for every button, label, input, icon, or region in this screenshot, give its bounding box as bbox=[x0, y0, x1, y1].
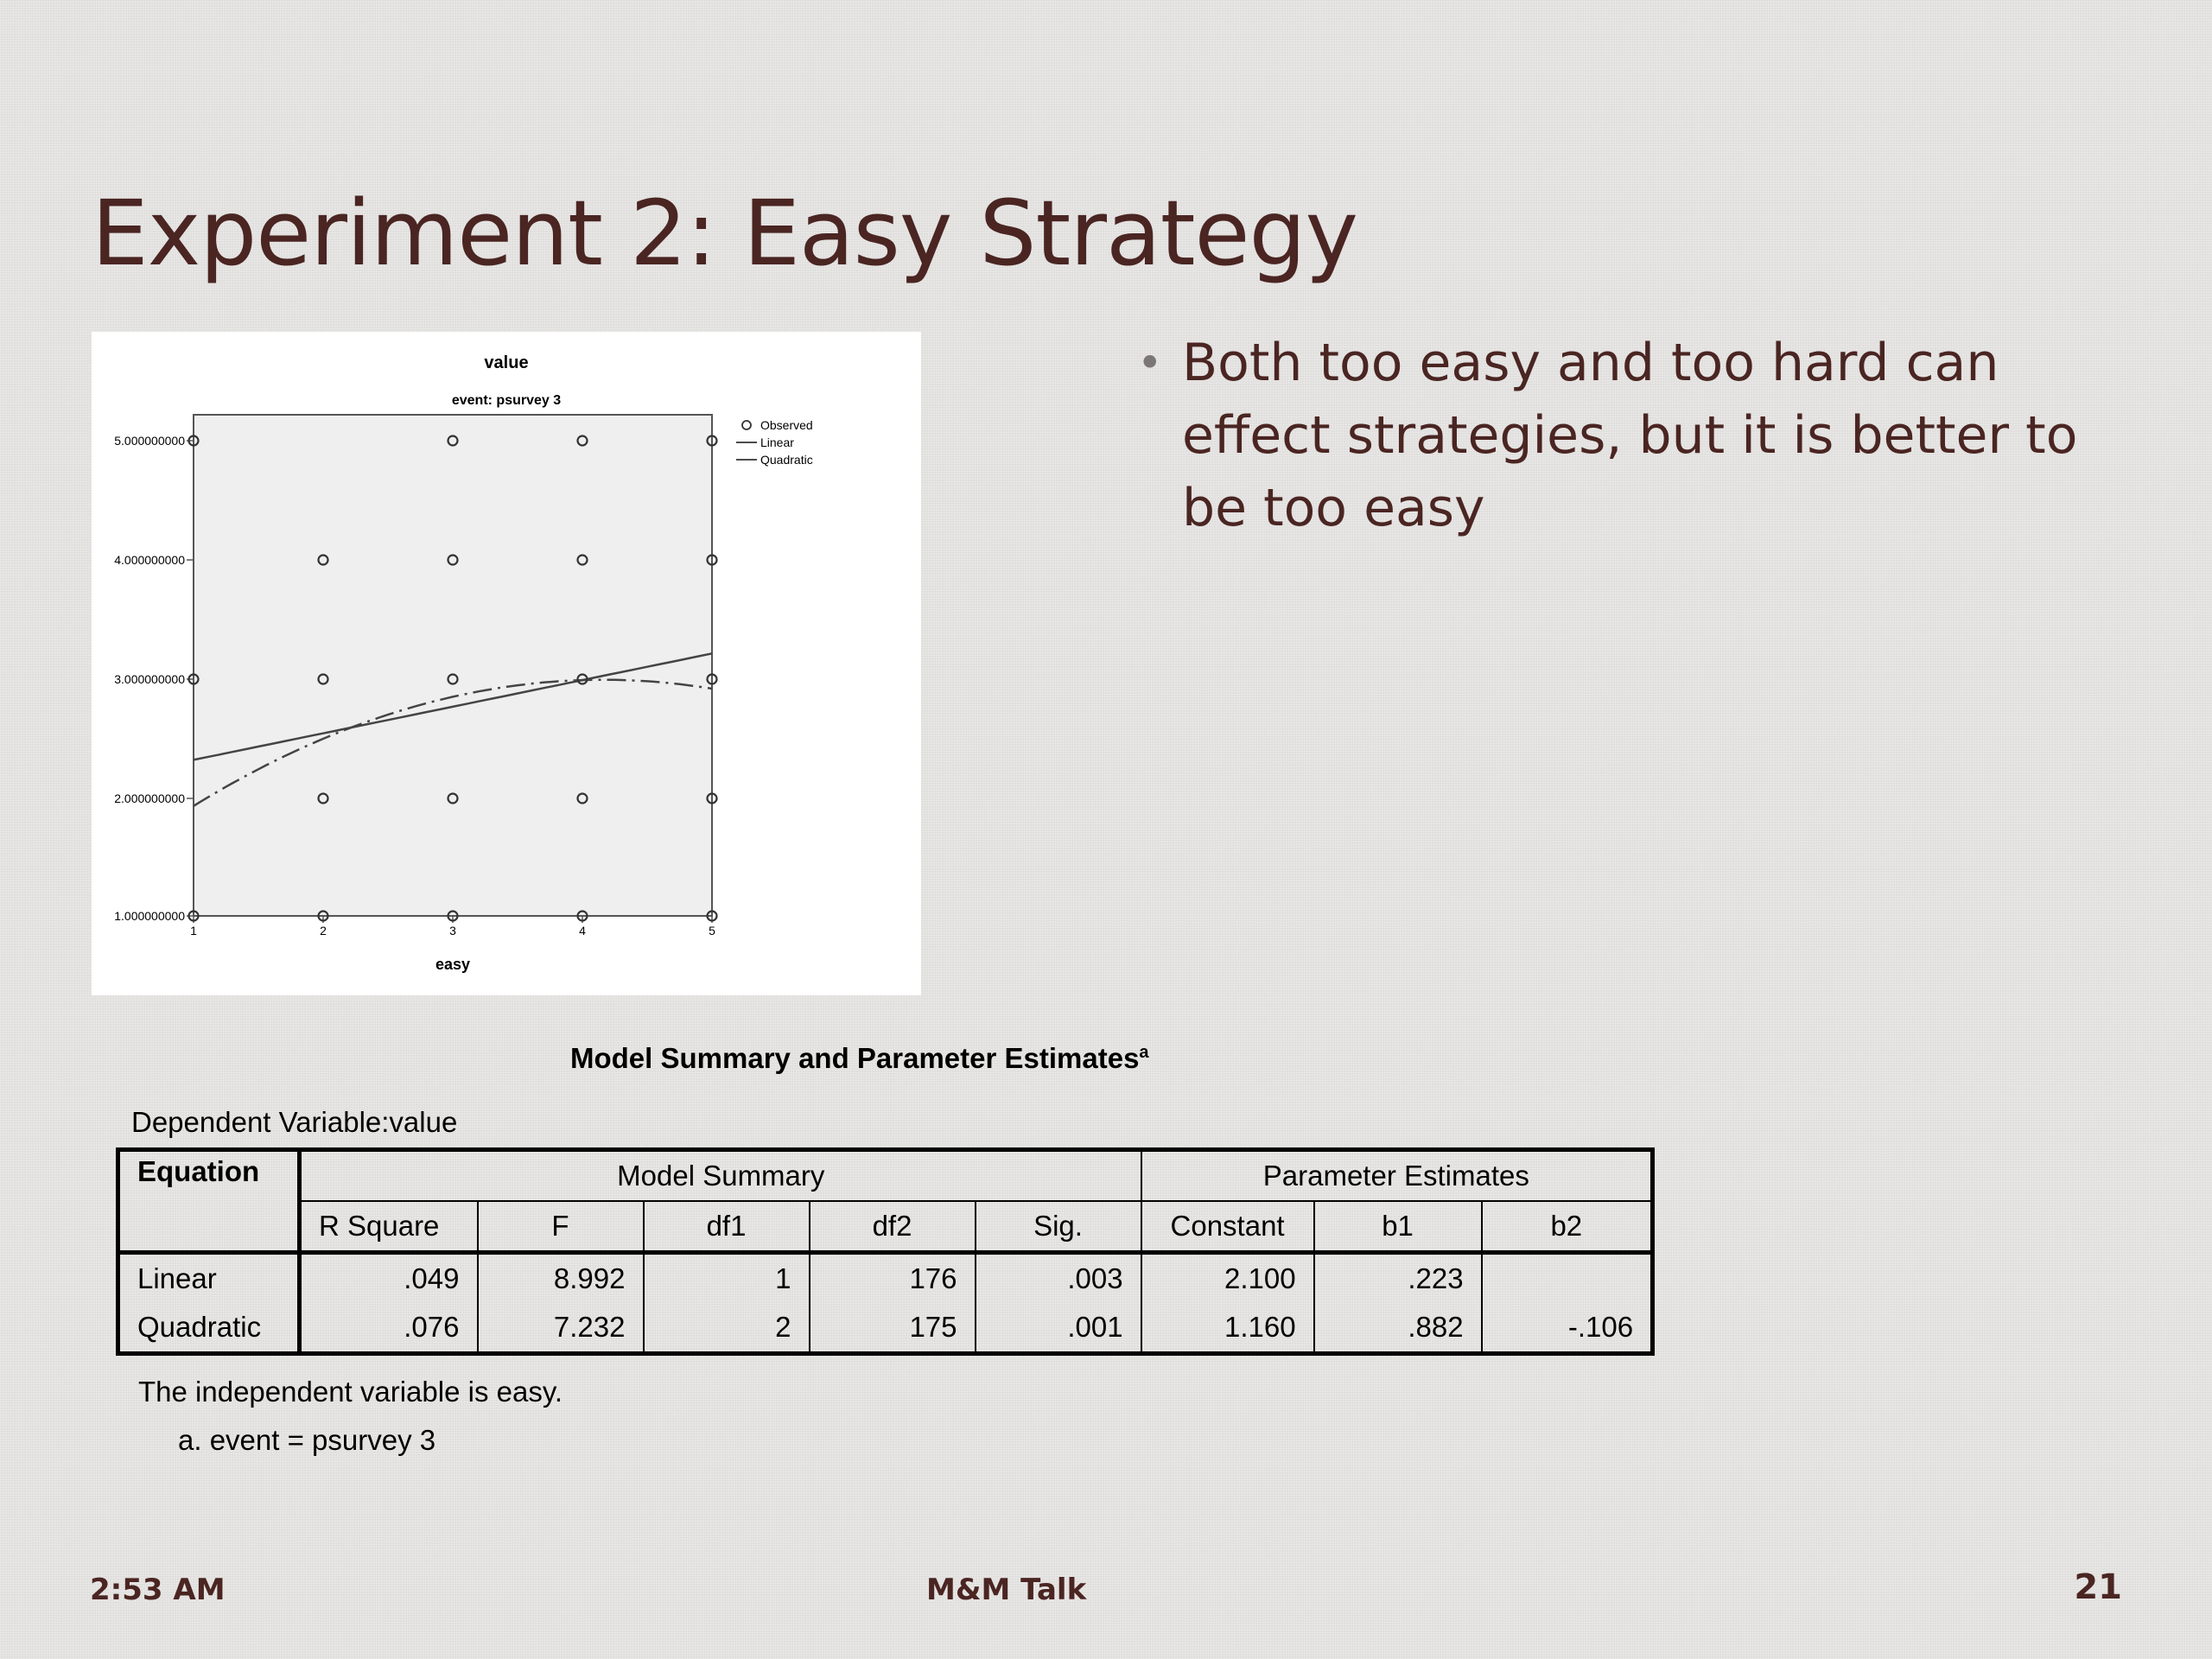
legend-observed-marker bbox=[742, 421, 751, 429]
row-label: Quadratic bbox=[118, 1303, 300, 1354]
plot-area bbox=[194, 415, 712, 916]
footnote-independent-variable: The independent variable is easy. bbox=[138, 1376, 563, 1408]
table-cell: 7.232 bbox=[478, 1303, 644, 1354]
x-tick-label: 4 bbox=[579, 924, 586, 938]
legend-quadratic-label: Quadratic bbox=[760, 453, 813, 467]
table-cell: -.106 bbox=[1482, 1303, 1653, 1354]
table-cell: 2 bbox=[644, 1303, 810, 1354]
x-tick-label: 1 bbox=[190, 924, 197, 938]
table-title-superscript: a bbox=[1139, 1043, 1149, 1062]
curve-fit-chart bbox=[92, 332, 921, 995]
x-tick-label: 5 bbox=[709, 924, 715, 938]
y-tick-label: 3.000000000 bbox=[114, 672, 185, 686]
footer-time: 2:53 AM bbox=[90, 1573, 226, 1607]
table-cell: 2.100 bbox=[1141, 1253, 1314, 1304]
table-cell: 8.992 bbox=[478, 1253, 644, 1304]
header-model-summary: Model Summary bbox=[300, 1150, 1141, 1202]
bullet-item bbox=[1137, 327, 2148, 544]
column-header: R Square bbox=[300, 1201, 478, 1253]
footnote-a: a. event = psurvey 3 bbox=[178, 1424, 436, 1456]
table-cell bbox=[1482, 1253, 1653, 1304]
chart-svg bbox=[92, 332, 921, 995]
row-label: Linear bbox=[118, 1253, 300, 1304]
column-header: Constant bbox=[1141, 1201, 1314, 1253]
footer-center-text: M&M Talk bbox=[926, 1573, 1087, 1607]
table-cell: .001 bbox=[976, 1303, 1141, 1354]
table-cell: .003 bbox=[976, 1253, 1141, 1304]
header-parameter-estimates: Parameter Estimates bbox=[1141, 1150, 1653, 1202]
slide-title: Experiment 2: Easy Strategy bbox=[92, 181, 1358, 286]
table-title-text: Model Summary and Parameter Estimates bbox=[570, 1042, 1140, 1074]
x-tick-label: 2 bbox=[320, 924, 327, 938]
bullet-icon: • bbox=[1137, 338, 1163, 388]
chart-subtitle: event: psurvey 3 bbox=[451, 393, 562, 408]
table-cell: 175 bbox=[810, 1303, 976, 1354]
column-header: b1 bbox=[1314, 1201, 1482, 1253]
table-cell: .223 bbox=[1314, 1253, 1482, 1304]
column-header: Sig. bbox=[976, 1201, 1141, 1253]
header-equation: Equation bbox=[118, 1150, 300, 1253]
table-row bbox=[118, 1303, 1653, 1354]
table-cell: .076 bbox=[300, 1303, 478, 1354]
y-tick-label: 4.000000000 bbox=[114, 553, 185, 567]
bullet-text: Both too easy and too hard can effect strategies, but it is better to be too easy bbox=[1182, 333, 2078, 538]
table-title bbox=[570, 1042, 1149, 1075]
table-row bbox=[118, 1253, 1653, 1304]
x-tick-label: 3 bbox=[449, 924, 456, 938]
page-number: 21 bbox=[2074, 1567, 2122, 1607]
y-tick-label: 5.000000000 bbox=[114, 434, 185, 448]
x-axis-label: easy bbox=[435, 956, 471, 973]
y-tick-label: 2.000000000 bbox=[114, 791, 185, 805]
table-cell: 1 bbox=[644, 1253, 810, 1304]
model-summary-table bbox=[116, 1147, 1655, 1356]
table-cell: 176 bbox=[810, 1253, 976, 1304]
legend-linear-label: Linear bbox=[760, 435, 794, 449]
table-cell: .882 bbox=[1314, 1303, 1482, 1354]
table-cell: .049 bbox=[300, 1253, 478, 1304]
table-cell: 1.160 bbox=[1141, 1303, 1314, 1354]
column-header: b2 bbox=[1482, 1201, 1653, 1253]
legend-observed-label: Observed bbox=[760, 418, 813, 432]
y-tick-label: 1.000000000 bbox=[114, 909, 185, 923]
column-header: df1 bbox=[644, 1201, 810, 1253]
chart-title: value bbox=[484, 353, 529, 372]
column-header: df2 bbox=[810, 1201, 976, 1253]
bullet-list bbox=[1137, 327, 2148, 544]
dependent-variable-label: Dependent Variable:value bbox=[131, 1106, 458, 1138]
column-header: F bbox=[478, 1201, 644, 1253]
